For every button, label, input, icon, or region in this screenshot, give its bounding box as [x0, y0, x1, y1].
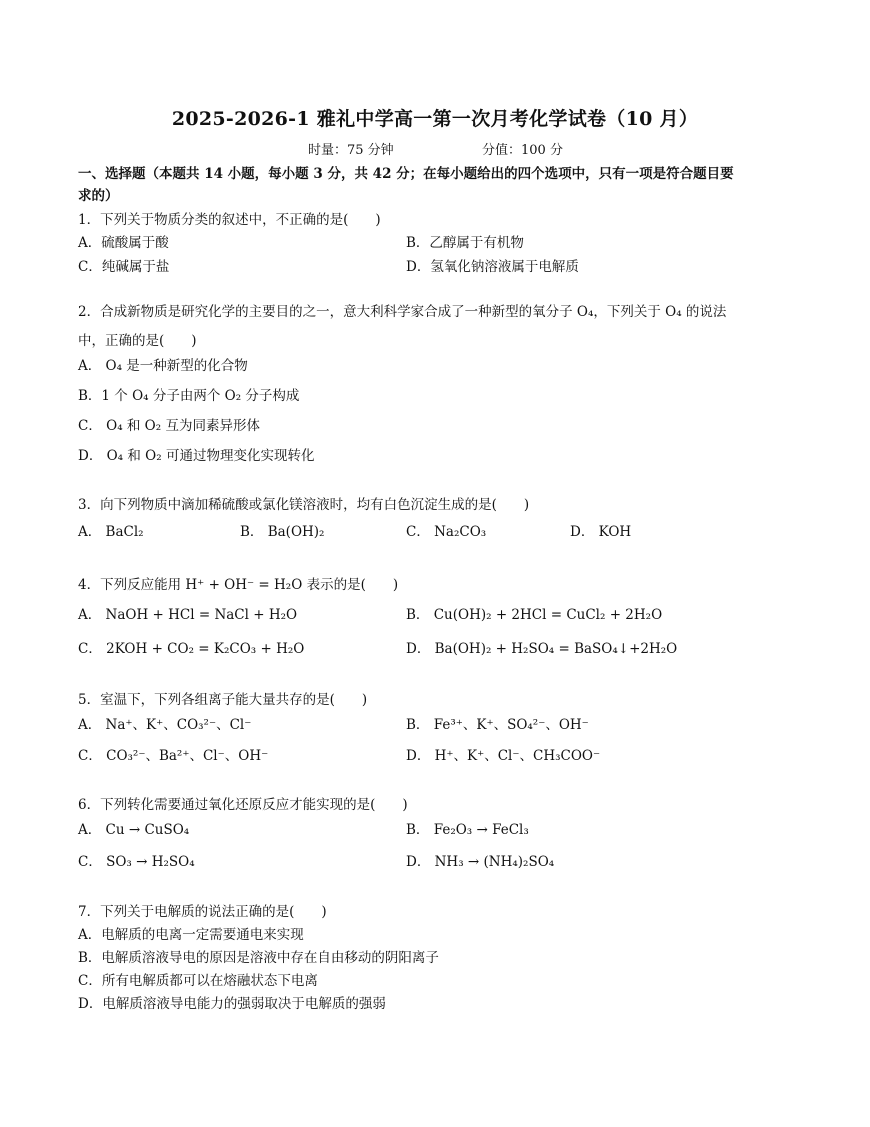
question-1-option-d: D．氢氧化钠溶液属于电解质: [406, 259, 579, 275]
question-3-option-a: A． BaCl₂: [78, 524, 144, 540]
question-7-stem: 7．下列关于电解质的说法正确的是( ): [78, 904, 327, 920]
question-1-stem: 1．下列关于物质分类的叙述中，不正确的是( ): [78, 212, 381, 228]
question-4-option-d: D． Ba(OH)₂ + H₂SO₄ = BaSO₄↓+2H₂O: [406, 641, 678, 657]
question-2-stem-line2: 中，正确的是( ): [78, 333, 197, 349]
exam-score: 分值：100 分: [482, 143, 563, 158]
question-3-option-b: B． Ba(OH)₂: [240, 524, 325, 540]
question-5-option-d: D． H⁺、K⁺、Cl⁻、CH₃COO⁻: [406, 748, 601, 764]
question-4-option-b: B． Cu(OH)₂ + 2HCl = CuCl₂ + 2H₂O: [406, 607, 663, 623]
question-1-option-b: B．乙醇属于有机物: [406, 235, 524, 251]
question-3-stem: 3．向下列物质中滴加稀硫酸或氯化镁溶液时，均有白色沉淀生成的是( ): [78, 497, 530, 513]
question-6-option-c: C． SO₃ → H₂SO₄: [78, 854, 195, 870]
question-6-stem: 6．下列转化需要通过氧化还原反应才能实现的是( ): [78, 797, 408, 813]
exam-title: 2025-2026-1 雅礼中学高一第一次月考化学试卷（10 月）: [171, 108, 699, 130]
question-2-stem-line1: 2．合成新物质是研究化学的主要目的之一，意大利科学家合成了一种新型的氧分子 O₄，下列关于 O₄ 的说法: [78, 304, 727, 320]
question-4-option-c: C． 2KOH + CO₂ = K₂CO₃ + H₂O: [78, 641, 305, 657]
question-5-option-b: B． Fe³⁺、K⁺、SO₄²⁻、OH⁻: [406, 717, 589, 733]
question-5-stem: 5．室温下，下列各组离子能大量共存的是( ): [78, 692, 368, 708]
question-3-option-c: C． Na₂CO₃: [406, 524, 487, 540]
question-6-option-d: D． NH₃ → (NH₄)₂SO₄: [406, 854, 555, 870]
question-7-option-b: B．电解质溶液导电的原因是溶液中存在自由移动的阴阳离子: [78, 950, 439, 966]
question-5-option-c: C． CO₃²⁻、Ba²⁺、Cl⁻、OH⁻: [78, 748, 269, 764]
question-4-stem: 4．下列反应能用 H⁺ + OH⁻ = H₂O 表示的是( ): [78, 577, 399, 593]
exam-time: 时量：75 分钟: [308, 143, 394, 158]
question-6-option-a: A． Cu → CuSO₄: [78, 822, 190, 838]
question-1-option-c: C．纯碱属于盐: [78, 259, 170, 275]
question-5-option-a: A． Na⁺、K⁺、CO₃²⁻、Cl⁻: [78, 717, 252, 733]
question-2-option-c: C． O₄ 和 O₂ 互为同素异形体: [78, 418, 260, 434]
question-7-option-a: A．电解质的电离一定需要通电来实现: [78, 927, 304, 943]
question-2-option-d: D． O₄ 和 O₂ 可通过物理变化实现转化: [78, 448, 315, 464]
question-1-option-a: A．硫酸属于酸: [78, 235, 169, 251]
question-7-option-c: C．所有电解质都可以在熔融状态下电离: [78, 973, 318, 989]
question-2-option-b: B．1 个 O₄ 分子由两个 O₂ 分子构成: [78, 388, 300, 404]
section-heading-line1: 一、选择题（本题共 14 小题，每小题 3 分，共 42 分；在每小题给出的四个选项中，只有一项是符合题目要: [78, 166, 734, 182]
question-6-option-b: B． Fe₂O₃ → FeCl₃: [406, 822, 529, 838]
section-heading-line2: 求的）: [78, 188, 119, 204]
question-2-option-a: A． O₄ 是一种新型的化合物: [78, 358, 248, 374]
question-3-option-d: D． KOH: [570, 524, 632, 540]
question-7-option-d: D．电解质溶液导电能力的强弱取决于电解质的强弱: [78, 996, 386, 1012]
question-4-option-a: A． NaOH + HCl = NaCl + H₂O: [78, 607, 298, 623]
